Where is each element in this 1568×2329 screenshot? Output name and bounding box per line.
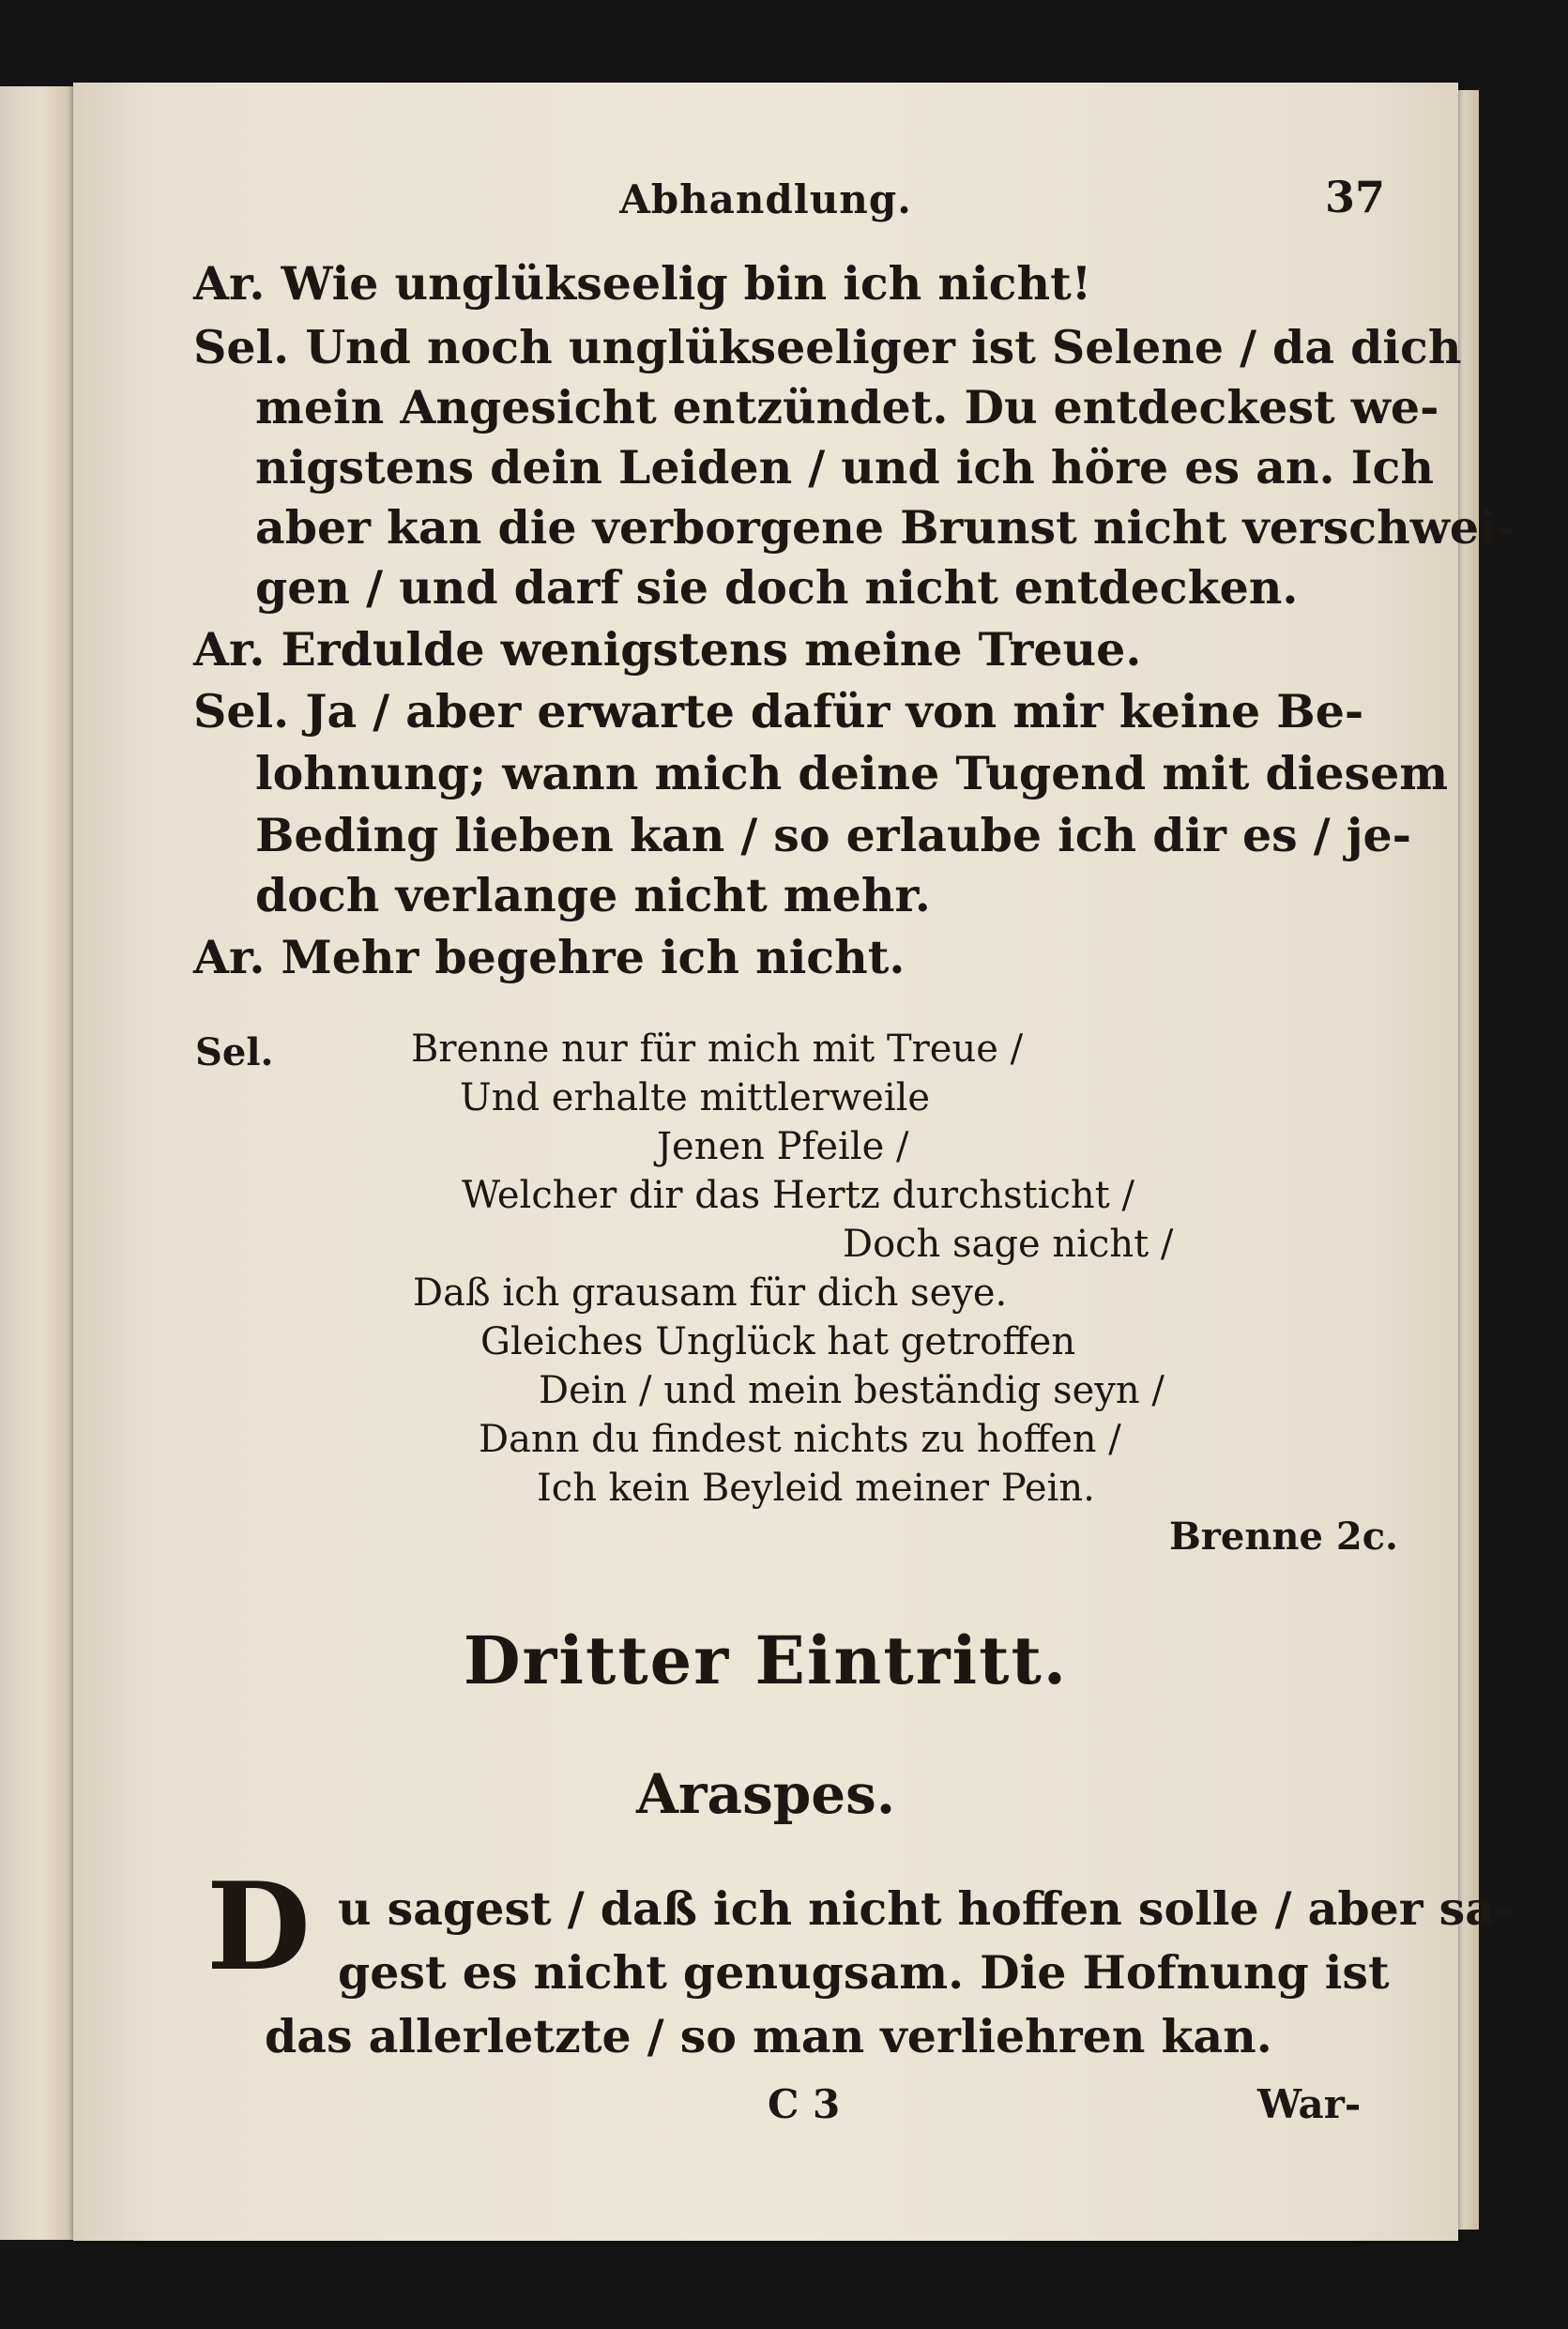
scene-title: Dritter Eintritt. [463,1621,1069,1699]
dialogue-line: mein Angesicht entzündet. Du entdeckest we- [255,380,1439,434]
character-name: Araspes. [635,1762,896,1826]
dialogue-line: gen / und darf sie doch nicht entdecken. [255,560,1299,615]
dialogue-line [193,684,1364,738]
verse-line: Und erhalte mittlerweile [460,1076,931,1119]
drop-cap: D [206,1857,311,1998]
left-page-edge [0,86,77,2240]
scene-line: u sagest / daß ich nicht hoffen solle / aber sa- [338,1881,1515,1936]
da-capo-mark: Brenne 2c. [1169,1515,1398,1559]
page [73,83,1516,2241]
dialogue-line: aber kan die verborgene Brunst nicht verschwei- [255,500,1516,555]
running-header: Abhandlung. [619,176,912,222]
verse-line: Dein / und mein beständig seyn / [539,1369,1165,1412]
dialogue-line: nigstens dein Leiden / und ich höre es an. Ich [255,440,1434,495]
speaker-label: Ar. [193,622,266,677]
page-number: 37 [1324,172,1385,222]
dialogue-text: Erdulde wenigstens meine Treue. [281,622,1142,677]
dialogue-text: Ja / aber erwarte dafür von mir keine Be- [305,684,1364,738]
dialogue-line: lohnung; wann mich deine Tugend mit diesem [255,746,1449,800]
dialogue-text: Und noch unglükseeliger ist Selene / da dich [305,320,1462,374]
scene-line: das allerletzte / so man verliehren kan. [265,2009,1272,2063]
speaker-label: Ar. [193,930,266,984]
dialogue-line: doch verlange nicht mehr. [255,868,931,922]
dialogue-line [193,930,906,984]
verse-line: Dann du findest nichts zu hoffen / [479,1418,1121,1461]
scene-line: gest es nicht genugsam. Die Hofnung ist [338,1945,1390,2000]
dialogue-line [193,256,1092,311]
verse-line: Doch sage nicht / [843,1223,1174,1266]
signature-mark: C 3 [768,2081,841,2127]
speaker-label: Sel. [193,684,290,738]
catchword: War- [1257,2081,1362,2127]
dialogue-line: Beding lieben kan / so erlaube ich dir es / je- [255,808,1411,862]
dialogue-text: Wie unglükseelig bin ich nicht! [281,256,1092,311]
verse-line: Jenen Pfeile / [657,1125,909,1168]
dialogue-line [193,320,1462,374]
dialogue-line [193,622,1142,677]
verse-line: Ich kein Beyleid meiner Pein. [537,1467,1095,1510]
speaker-label: Ar. [193,256,266,311]
verse-line: Brenne nur für mich mit Treue / [411,1028,1024,1071]
verse-line: Gleiches Unglück hat getroffen [480,1320,1076,1363]
verse-line: Daß ich grausam für dich seye. [413,1271,1008,1315]
speaker-label: Sel. [193,320,290,374]
aria-speaker: Sel. [195,1030,274,1074]
dialogue-text: Mehr begehre ich nicht. [281,930,906,984]
verse-line: Welcher dir das Hertz durchsticht / [462,1174,1134,1217]
